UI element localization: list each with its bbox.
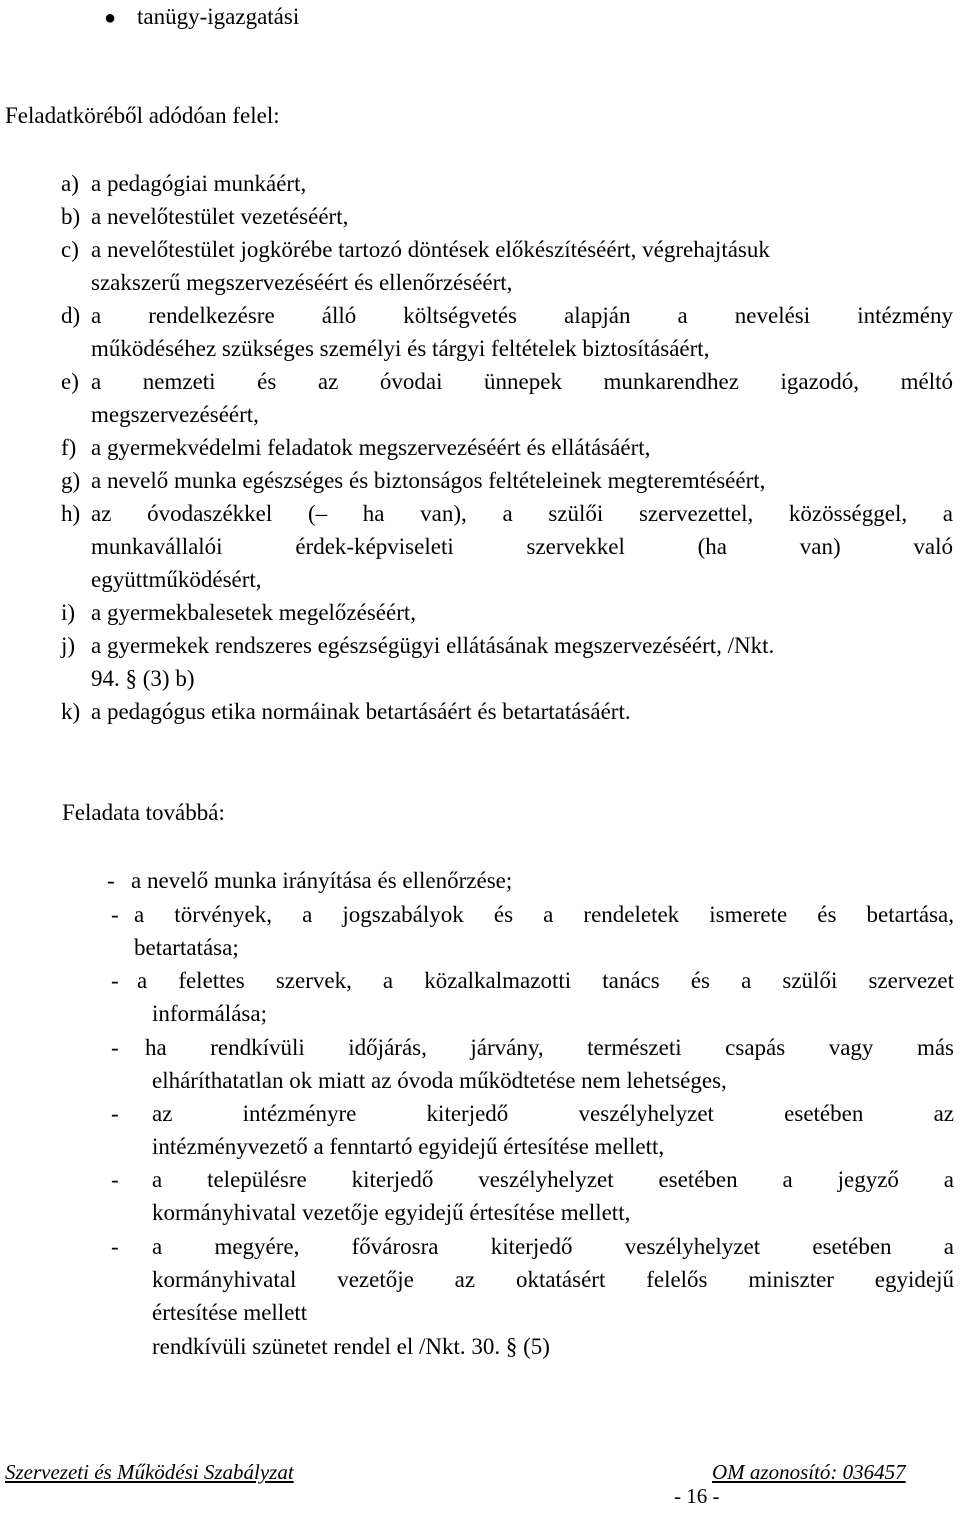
- footer-document-title: Szervezeti és Működési Szabályzat: [5, 1460, 294, 1484]
- list-item-letter: a): [61, 171, 79, 196]
- list-item-letter: k): [61, 699, 81, 724]
- dash-list-item-text: az intézményre kiterjedő veszélyhelyzet esetében az: [152, 1101, 954, 1126]
- dash-list-item-text: a településre kiterjedő veszélyhelyzet esetében a jegyző a: [152, 1167, 954, 1192]
- dash-list-item-text-continuation: kormányhivatal vezetője az oktatásért felelős miniszter egyidejű: [152, 1267, 954, 1292]
- list-item-text-continuation: együttműködésért,: [91, 567, 262, 592]
- list-item-letter: e): [61, 369, 79, 394]
- further-duties-closing: rendkívüli szünetet rendel el /Nkt. 30. § (5): [152, 1334, 550, 1359]
- list-item-text: a pedagógus etika normáinak betartásáért és betartatásáért.: [91, 699, 631, 724]
- dash-list-item-text: ha rendkívüli időjárás, járvány, természeti csapás vagy más: [145, 1035, 954, 1060]
- dash-marker: -: [111, 968, 119, 993]
- dash-list-item-text-continuation: intézményvezető a fenntartó egyidejű értesítése mellett,: [152, 1134, 665, 1159]
- dash-list-item-text: a nevelő munka irányítása és ellenőrzése;: [131, 868, 513, 893]
- list-item-text: a nemzeti és az óvodai ünnepek munkarendhez igazodó, méltó: [91, 369, 953, 394]
- bullet-list-item: [0, 0, 960, 33]
- dash-marker: -: [111, 1035, 119, 1060]
- list-item-text-continuation: szakszerű megszervezéséért és ellenőrzéséért,: [91, 270, 513, 295]
- list-item-text: a rendelkezésre álló költségvetés alapján a nevelési intézmény: [91, 303, 953, 328]
- dash-list-item-text-continuation: elháríthatatlan ok miatt az óvoda működtetése nem lehetséges,: [152, 1068, 727, 1093]
- list-item-letter: i): [61, 600, 76, 625]
- dash-list-item-text-continuation: informálása;: [152, 1001, 267, 1026]
- list-item-text: a gyermekbalesetek megelőzéséért,: [91, 600, 417, 625]
- list-item-text-continuation: 94. § (3) b): [91, 666, 195, 691]
- dash-list-item-text: a megyére, fővárosra kiterjedő veszélyhelyzet esetében a: [152, 1234, 954, 1259]
- list-item-text: a pedagógiai munkáért,: [91, 171, 307, 196]
- list-item-letter: d): [61, 303, 81, 328]
- list-item-text: a nevelőtestület jogkörébe tartozó döntések előkészítéséért, végrehajtásuk: [91, 237, 770, 262]
- list-item-letter: h): [61, 501, 81, 526]
- list-item-letter: f): [61, 435, 77, 460]
- list-item-text: a nevelő munka egészséges és biztonságos feltételeinek megteremtéséért,: [91, 468, 766, 493]
- dash-list-item-text: a törvények, a jogszabályok és a rendeletek ismerete és betartása,: [134, 902, 954, 927]
- dash-list-item-text-continuation: betartatása;: [134, 935, 239, 960]
- list-item-text: a gyermekvédelmi feladatok megszervezéséért és ellátásáért,: [91, 435, 651, 460]
- list-item-letter: b): [61, 204, 81, 229]
- list-item-text-continuation: munkavállalói érdek-képviseleti szervekkel (ha van) való: [91, 534, 953, 559]
- footer-om-id: OM azonosító: 036457: [712, 1460, 906, 1484]
- bullet-icon: ●: [104, 7, 117, 29]
- dash-marker: -: [111, 902, 119, 927]
- dash-list-item-text-continuation: kormányhivatal vezetője egyidejű értesítése mellett,: [152, 1200, 631, 1225]
- list-item-text: az óvodaszékkel (– ha van), a szülői szervezettel, közösséggel, a: [91, 501, 953, 526]
- responsibilities-heading: Feladatköréből adódóan felel:: [5, 103, 280, 128]
- list-item-letter: j): [61, 633, 76, 658]
- bullet-item-text: tanügy-igazgatási: [137, 4, 300, 29]
- dash-marker: -: [107, 868, 115, 893]
- dash-marker: -: [111, 1101, 119, 1126]
- dash-list-item-text: a felettes szervek, a közalkalmazotti tanács és a szülői szervezet: [137, 968, 954, 993]
- list-item-text: a gyermekek rendszeres egészségügyi ellátásának megszervezéséért, /Nkt.: [91, 633, 775, 658]
- list-item-letter: c): [61, 237, 79, 262]
- dash-marker: -: [111, 1167, 119, 1192]
- list-item-text-continuation: megszervezéséért,: [91, 402, 259, 427]
- list-item-text: a nevelőtestület vezetéséért,: [91, 204, 349, 229]
- dash-marker: -: [111, 1234, 119, 1259]
- page-number: - 16 -: [674, 1484, 720, 1508]
- list-item-text-continuation: működéséhez szükséges személyi és tárgyi feltételek biztosításáért,: [91, 336, 710, 361]
- further-duties-heading: Feladata továbbá:: [62, 800, 225, 825]
- list-item-letter: g): [61, 468, 81, 493]
- dash-list-item-text-continuation: értesítése mellett: [152, 1300, 308, 1325]
